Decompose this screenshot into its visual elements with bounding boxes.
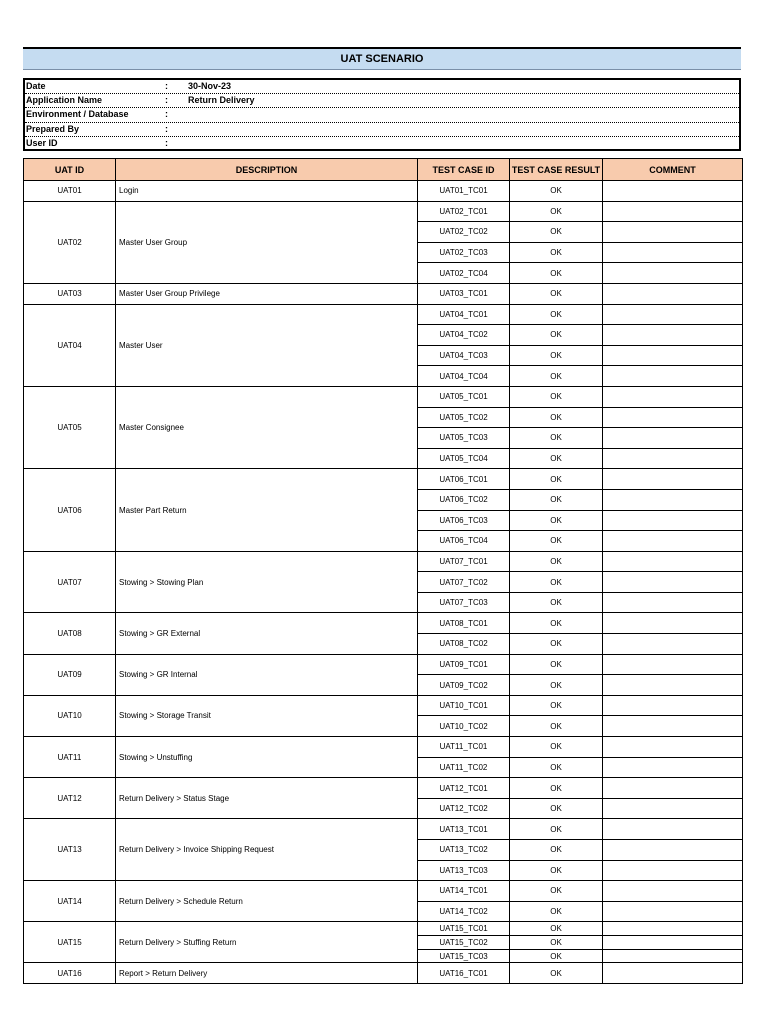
test-case-id-cell: UAT02_TC04	[418, 263, 510, 284]
comment-cell[interactable]	[603, 963, 743, 984]
info-row-environment	[25, 108, 739, 122]
info-colon: :	[165, 95, 168, 106]
table-row	[24, 201, 743, 222]
test-case-id-cell: UAT06_TC03	[418, 510, 510, 531]
test-case-result-cell: OK	[510, 592, 603, 613]
test-case-id-cell: UAT05_TC02	[418, 407, 510, 428]
uat-id-cell: UAT16	[24, 963, 116, 984]
table-row	[24, 386, 743, 407]
comment-cell[interactable]	[603, 325, 743, 346]
uat-id-cell: UAT03	[24, 283, 116, 304]
info-label: Application Name	[26, 95, 103, 106]
comment-cell[interactable]	[603, 949, 743, 963]
uat-id-cell: UAT05	[24, 386, 116, 468]
info-colon: :	[165, 109, 168, 120]
info-row-user-id	[25, 137, 739, 151]
test-case-id-cell: UAT14_TC02	[418, 901, 510, 922]
description-cell: Stowing > Storage Transit	[116, 695, 418, 736]
info-row-prepared-by	[25, 123, 739, 137]
uat-id-cell: UAT02	[24, 201, 116, 283]
test-case-id-cell: UAT10_TC01	[418, 695, 510, 716]
test-case-id-cell: UAT04_TC04	[418, 366, 510, 387]
test-case-result-cell: OK	[510, 778, 603, 799]
test-case-result-cell: OK	[510, 572, 603, 593]
comment-cell[interactable]	[603, 551, 743, 572]
test-case-result-cell: OK	[510, 963, 603, 984]
test-case-result-cell: OK	[510, 428, 603, 449]
comment-cell[interactable]	[603, 448, 743, 469]
comment-cell[interactable]	[603, 263, 743, 284]
comment-cell[interactable]	[603, 510, 743, 531]
test-case-result-cell: OK	[510, 881, 603, 902]
comment-cell[interactable]	[603, 881, 743, 902]
test-case-result-cell: OK	[510, 510, 603, 531]
table-row	[24, 654, 743, 675]
description-cell: Master User Group	[116, 201, 418, 283]
description-cell: Master User Group Privilege	[116, 283, 418, 304]
test-case-result-cell: OK	[510, 531, 603, 552]
comment-cell[interactable]	[603, 366, 743, 387]
test-case-result-cell: OK	[510, 949, 603, 963]
test-case-result-cell: OK	[510, 386, 603, 407]
description-cell: Return Delivery > Status Stage	[116, 778, 418, 819]
test-case-id-cell: UAT07_TC01	[418, 551, 510, 572]
comment-cell[interactable]	[603, 181, 743, 202]
test-case-id-cell: UAT11_TC02	[418, 757, 510, 778]
test-case-result-cell: OK	[510, 936, 603, 950]
test-case-id-cell: UAT06_TC04	[418, 531, 510, 552]
header-description: DESCRIPTION	[116, 159, 418, 181]
description-cell: Master Part Return	[116, 469, 418, 551]
description-cell: Stowing > Stowing Plan	[116, 551, 418, 613]
test-case-id-cell: UAT05_TC03	[418, 428, 510, 449]
description-cell: Return Delivery > Schedule Return	[116, 881, 418, 922]
test-case-result-cell: OK	[510, 448, 603, 469]
test-case-result-cell: OK	[510, 901, 603, 922]
comment-cell[interactable]	[603, 840, 743, 861]
uat-id-cell: UAT10	[24, 695, 116, 736]
comment-cell[interactable]	[603, 695, 743, 716]
comment-cell[interactable]	[603, 304, 743, 325]
comment-cell[interactable]	[603, 716, 743, 737]
info-label: Environment / Database	[26, 109, 129, 120]
table-row	[24, 963, 743, 984]
info-label: Date	[26, 81, 46, 91]
comment-cell[interactable]	[603, 345, 743, 366]
uat-id-cell: UAT12	[24, 778, 116, 819]
uat-id-cell: UAT14	[24, 881, 116, 922]
test-case-result-cell: OK	[510, 695, 603, 716]
comment-cell[interactable]	[603, 242, 743, 263]
test-case-result-cell: OK	[510, 551, 603, 572]
test-case-result-cell: OK	[510, 345, 603, 366]
info-colon: :	[165, 81, 168, 91]
test-case-id-cell: UAT05_TC01	[418, 386, 510, 407]
test-case-id-cell: UAT02_TC02	[418, 222, 510, 243]
test-case-id-cell: UAT12_TC02	[418, 798, 510, 819]
test-case-id-cell: UAT09_TC02	[418, 675, 510, 696]
comment-cell[interactable]	[603, 798, 743, 819]
header-test-case-id: TEST CASE ID	[418, 159, 510, 181]
uat-id-cell: UAT11	[24, 737, 116, 778]
comment-cell[interactable]	[603, 572, 743, 593]
test-case-result-cell: OK	[510, 283, 603, 304]
comment-cell[interactable]	[603, 757, 743, 778]
test-case-id-cell: UAT03_TC01	[418, 283, 510, 304]
table-row	[24, 695, 743, 716]
header-uat-id: UAT ID	[24, 159, 116, 181]
comment-cell[interactable]	[603, 819, 743, 840]
table-body	[24, 181, 743, 984]
table-row	[24, 613, 743, 634]
test-case-result-cell: OK	[510, 263, 603, 284]
test-case-id-cell: UAT04_TC02	[418, 325, 510, 346]
comment-cell[interactable]	[603, 778, 743, 799]
comment-cell[interactable]	[603, 283, 743, 304]
test-case-result-cell: OK	[510, 757, 603, 778]
test-case-id-cell: UAT09_TC01	[418, 654, 510, 675]
table-row	[24, 922, 743, 936]
test-case-id-cell: UAT02_TC01	[418, 201, 510, 222]
table-row	[24, 283, 743, 304]
uat-id-cell: UAT06	[24, 469, 116, 551]
test-case-id-cell: UAT16_TC01	[418, 963, 510, 984]
info-label: Prepared By	[26, 123, 80, 134]
test-case-result-cell: OK	[510, 819, 603, 840]
description-cell: Return Delivery > Stuffing Return	[116, 922, 418, 963]
comment-cell[interactable]	[603, 469, 743, 490]
test-case-id-cell: UAT04_TC01	[418, 304, 510, 325]
test-case-result-cell: OK	[510, 634, 603, 655]
test-case-id-cell: UAT06_TC02	[418, 489, 510, 510]
info-box	[23, 78, 741, 151]
test-case-result-cell: OK	[510, 840, 603, 861]
comment-cell[interactable]	[603, 201, 743, 222]
test-case-id-cell: UAT07_TC02	[418, 572, 510, 593]
description-cell: Master User	[116, 304, 418, 386]
comment-cell[interactable]	[603, 634, 743, 655]
test-case-id-cell: UAT15_TC01	[418, 922, 510, 936]
test-case-id-cell: UAT08_TC01	[418, 613, 510, 634]
test-case-result-cell: OK	[510, 860, 603, 881]
description-cell: Return Delivery > Invoice Shipping Request	[116, 819, 418, 881]
test-case-id-cell: UAT05_TC04	[418, 448, 510, 469]
test-case-result-cell: OK	[510, 489, 603, 510]
test-case-result-cell: OK	[510, 675, 603, 696]
test-case-result-cell: OK	[510, 366, 603, 387]
table-row	[24, 469, 743, 490]
info-label: User ID	[26, 137, 58, 148]
page-title: UAT SCENARIO	[23, 47, 741, 70]
test-case-result-cell: OK	[510, 654, 603, 675]
table-row	[24, 819, 743, 840]
comment-cell[interactable]	[603, 901, 743, 922]
uat-id-cell: UAT13	[24, 819, 116, 881]
test-case-result-cell: OK	[510, 325, 603, 346]
info-colon: :	[165, 123, 168, 134]
table-row	[24, 304, 743, 325]
comment-cell[interactable]	[603, 936, 743, 950]
uat-id-cell: UAT07	[24, 551, 116, 613]
test-case-id-cell: UAT01_TC01	[418, 181, 510, 202]
description-cell: Login	[116, 181, 418, 202]
comment-cell[interactable]	[603, 860, 743, 881]
test-case-id-cell: UAT14_TC01	[418, 881, 510, 902]
description-cell: Stowing > GR Internal	[116, 654, 418, 695]
test-case-result-cell: OK	[510, 737, 603, 758]
test-case-id-cell: UAT15_TC03	[418, 949, 510, 963]
test-case-id-cell: UAT02_TC03	[418, 242, 510, 263]
test-case-id-cell: UAT13_TC03	[418, 860, 510, 881]
comment-cell[interactable]	[603, 592, 743, 613]
header-comment: COMMENT	[603, 159, 743, 181]
test-case-id-cell: UAT13_TC01	[418, 819, 510, 840]
info-colon: :	[165, 137, 168, 148]
uat-id-cell: UAT09	[24, 654, 116, 695]
test-case-id-cell: UAT07_TC03	[418, 592, 510, 613]
test-case-id-cell: UAT11_TC01	[418, 737, 510, 758]
test-case-id-cell: UAT13_TC02	[418, 840, 510, 861]
test-case-result-cell: OK	[510, 181, 603, 202]
table-row	[24, 881, 743, 902]
test-case-result-cell: OK	[510, 798, 603, 819]
comment-cell[interactable]	[603, 222, 743, 243]
test-case-result-cell: OK	[510, 242, 603, 263]
table-row	[24, 181, 743, 202]
info-value: Return Delivery	[188, 95, 255, 106]
test-case-id-cell: UAT12_TC01	[418, 778, 510, 799]
test-case-id-cell: UAT15_TC02	[418, 936, 510, 950]
info-row-application-name	[25, 94, 739, 108]
test-case-result-cell: OK	[510, 222, 603, 243]
table-row	[24, 778, 743, 799]
comment-cell[interactable]	[603, 613, 743, 634]
comment-cell[interactable]	[603, 675, 743, 696]
description-cell: Stowing > Unstuffing	[116, 737, 418, 778]
comment-cell[interactable]	[603, 407, 743, 428]
uat-table	[23, 158, 743, 984]
info-value: 30-Nov-23	[188, 81, 232, 91]
test-case-result-cell: OK	[510, 469, 603, 490]
test-case-result-cell: OK	[510, 716, 603, 737]
table-row	[24, 551, 743, 572]
table-row	[24, 737, 743, 758]
comment-cell[interactable]	[603, 654, 743, 675]
description-cell: Master Consignee	[116, 386, 418, 468]
comment-cell[interactable]	[603, 531, 743, 552]
table-header-row	[24, 159, 743, 181]
uat-id-cell: UAT15	[24, 922, 116, 963]
test-case-result-cell: OK	[510, 201, 603, 222]
test-case-result-cell: OK	[510, 922, 603, 936]
test-case-result-cell: OK	[510, 613, 603, 634]
uat-id-cell: UAT01	[24, 181, 116, 202]
uat-id-cell: UAT04	[24, 304, 116, 386]
uat-id-cell: UAT08	[24, 613, 116, 654]
info-row-date	[25, 80, 739, 94]
test-case-id-cell: UAT08_TC02	[418, 634, 510, 655]
test-case-id-cell: UAT10_TC02	[418, 716, 510, 737]
description-cell: Report > Return Delivery	[116, 963, 418, 984]
test-case-id-cell: UAT04_TC03	[418, 345, 510, 366]
test-case-result-cell: OK	[510, 304, 603, 325]
description-cell: Stowing > GR External	[116, 613, 418, 654]
header-test-case-result: TEST CASE RESULT	[510, 159, 603, 181]
comment-cell[interactable]	[603, 428, 743, 449]
comment-cell[interactable]	[603, 922, 743, 936]
comment-cell[interactable]	[603, 489, 743, 510]
test-case-id-cell: UAT06_TC01	[418, 469, 510, 490]
comment-cell[interactable]	[603, 737, 743, 758]
comment-cell[interactable]	[603, 386, 743, 407]
test-case-result-cell: OK	[510, 407, 603, 428]
